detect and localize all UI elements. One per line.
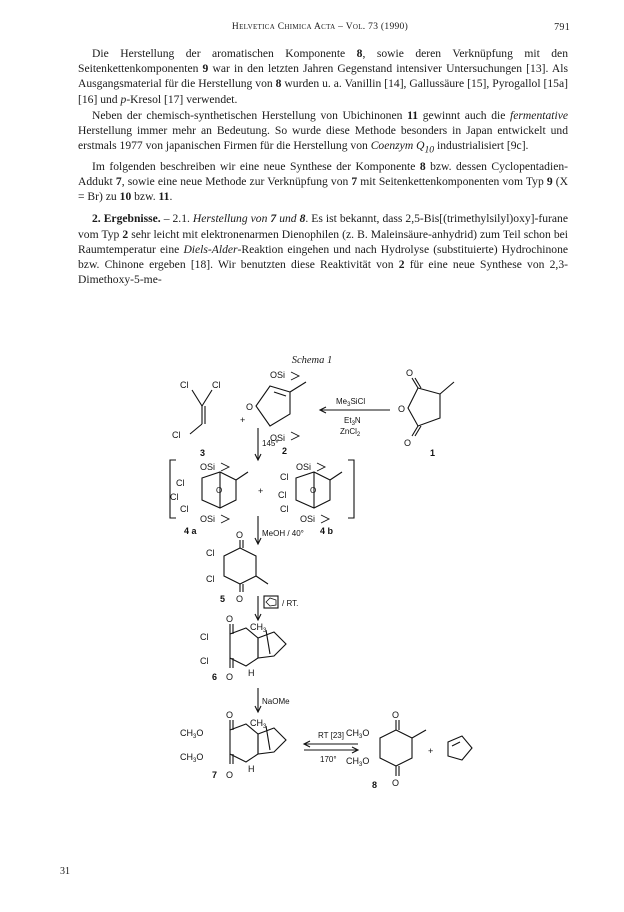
compound-5-structure	[206, 530, 268, 604]
svg-text:Cl: Cl	[280, 504, 289, 514]
svg-text:Cl: Cl	[278, 490, 287, 500]
svg-text:+: +	[258, 486, 264, 496]
svg-text:CH3O: $CH_3O$	[180, 752, 204, 764]
svg-text:4 a: 4 a	[184, 526, 197, 536]
paragraph-1: Die Herstellung der aromatischen Komponente 8, sowie deren Verknüpfung mit den Seitenkettenkomponenten 9 war in den letzten Jahren Gegenstand intensiver Untersuchungen [13]. Als Ausgangsmaterial für die Herstellung von 8 wurden u. a. Vanillin [14], Gallussäure [15], Pyrogallol [15a] [16] und p-Kresol [17] verwendet.	[78, 47, 568, 106]
svg-text:O: O	[226, 672, 234, 682]
svg-text:O: O	[392, 778, 400, 788]
svg-text:Cl: Cl	[206, 548, 215, 558]
footer-page-number: 31	[60, 866, 70, 877]
svg-text:CH3O: $CH_3O$	[346, 728, 370, 740]
atom-o: O	[404, 438, 412, 448]
reaction-arrow-cp	[255, 596, 298, 620]
compound-1-structure	[398, 368, 454, 458]
svg-text:Cl: Cl	[170, 492, 179, 502]
svg-text:OSi: OSi	[200, 514, 216, 524]
svg-text:H: H	[248, 764, 255, 774]
article-body	[78, 46, 568, 287]
atom-osi: OSi	[270, 433, 286, 443]
paragraph-3: Im folgenden beschreiben wir eine neue Synthese der Komponente 8 bzw. dessen Cyclopentadien-Addukt 7, sowie eine neue Methode zur Verknüpfung von 7 mit Seitenkettenkomponenten vom Typ 9 (X = Br) zu 10 bzw. 11.	[78, 159, 568, 204]
svg-text:CH3: $CH_3$	[250, 622, 267, 634]
svg-text:NaOMe: NaOMe	[262, 697, 290, 706]
svg-text:OSi: OSi	[300, 514, 316, 524]
reagent-label: ZnCl$_2$	[340, 427, 361, 438]
atom-o: O	[398, 404, 406, 414]
label-compound-2: 2	[282, 446, 288, 456]
reaction-scheme	[150, 368, 480, 808]
paragraph-4-section-heading: 2. Ergebnisse. – 2.1. Herstellung von 7 und 8. Es ist bekannt, dass 2,5-Bis[(trimethylsilyl)oxy]-furane vom Typ 2 sehr leicht mit elektronenarmen Dienophilen (z. B. Maleinsäure-anhydrid) zum Teil schon bei Raumtemperatur eine Diels-Alder-Reaktion eingehen und nach Hydrolyse (substituierte) Hydrochinone bzw. Chinone ergeben [18]. Wir benutzten diese Reaktivität von 2 für eine neue Synthese von 2,3-Dimethoxy-5-me-	[78, 212, 569, 287]
svg-text:170°: 170°	[320, 755, 337, 764]
svg-text:/ RT.: / RT.	[282, 599, 299, 608]
svg-text:Cl: Cl	[280, 472, 289, 482]
atom-o: O	[246, 402, 254, 412]
compound-6-structure	[200, 614, 286, 682]
svg-text:OSi: OSi	[200, 462, 216, 472]
svg-text:Cl: Cl	[200, 656, 209, 666]
reagent-label: $Me_3SiCl$	[336, 397, 366, 408]
atom-osi: OSi	[270, 370, 286, 380]
svg-text:Cl: Cl	[200, 632, 209, 642]
svg-text:CH3O: $CH_3O$	[346, 756, 370, 768]
svg-text:O: O	[392, 710, 400, 720]
reaction-arrow-meoh	[255, 516, 304, 544]
svg-text:Cl: Cl	[206, 574, 215, 584]
svg-text:O: O	[226, 770, 234, 780]
cyclopentadiene-structure	[448, 736, 472, 760]
svg-text:O: O	[236, 594, 244, 604]
svg-text:O: O	[216, 486, 223, 495]
svg-text:5: 5	[220, 594, 226, 604]
atom-cl: Cl	[180, 380, 189, 390]
svg-text:OSi: OSi	[296, 462, 312, 472]
svg-text:CH3: $CH_3$	[250, 718, 267, 730]
svg-text:O: O	[310, 486, 317, 495]
scheme-title: Schema 1	[291, 355, 333, 366]
svg-text:O: O	[226, 614, 234, 624]
svg-text:4 b: 4 b	[320, 526, 334, 536]
adducts-4a-4b	[170, 460, 354, 536]
journal-title: Helvetica Chimica Acta – Vol. 73 (1990)	[231, 22, 409, 32]
atom-cl: Cl	[212, 380, 221, 390]
svg-text:H: H	[248, 668, 255, 678]
atom-o: O	[406, 368, 414, 378]
compound-3-structure	[172, 380, 221, 458]
atom-cl: Cl	[172, 430, 181, 440]
svg-text:MeOH / 40°: MeOH / 40°	[262, 529, 304, 538]
svg-text:O: O	[226, 710, 234, 720]
svg-text:O: O	[236, 530, 244, 540]
svg-text:6: 6	[212, 672, 218, 682]
plus-sign: +	[428, 746, 434, 756]
svg-text:Cl: Cl	[176, 478, 185, 488]
reaction-arrow-naome	[255, 688, 290, 712]
svg-text:145°: 145°	[262, 439, 279, 448]
label-compound-3: 3	[200, 448, 206, 458]
compound-7-structure	[180, 710, 286, 780]
plus-sign: +	[240, 415, 246, 425]
svg-text:7: 7	[212, 770, 218, 780]
label-compound-1: 1	[430, 448, 436, 458]
reagent-label: $Et_3N$	[344, 416, 361, 427]
svg-text:8: 8	[372, 780, 378, 790]
reaction-arrow-1-to-2	[320, 397, 390, 438]
page-number: 791	[554, 22, 570, 33]
svg-text:CH3O: $CH_3O$	[180, 728, 204, 740]
svg-text:Cl: Cl	[180, 504, 189, 514]
paragraph-2: Neben der chemisch-synthetischen Herstellung von Ubichinonen 11 gewinnt auch die fermentative Herstellung immer mehr an Bedeutung. So wurde diese Methode besonders in Japan entwickelt und erstmals 1977 von japanischen Firmen für die Herstellung von Coenzym $Q_{10}$ industrialisiert [9c].	[78, 108, 568, 156]
svg-text:RT [23]: RT [23]	[318, 731, 344, 740]
